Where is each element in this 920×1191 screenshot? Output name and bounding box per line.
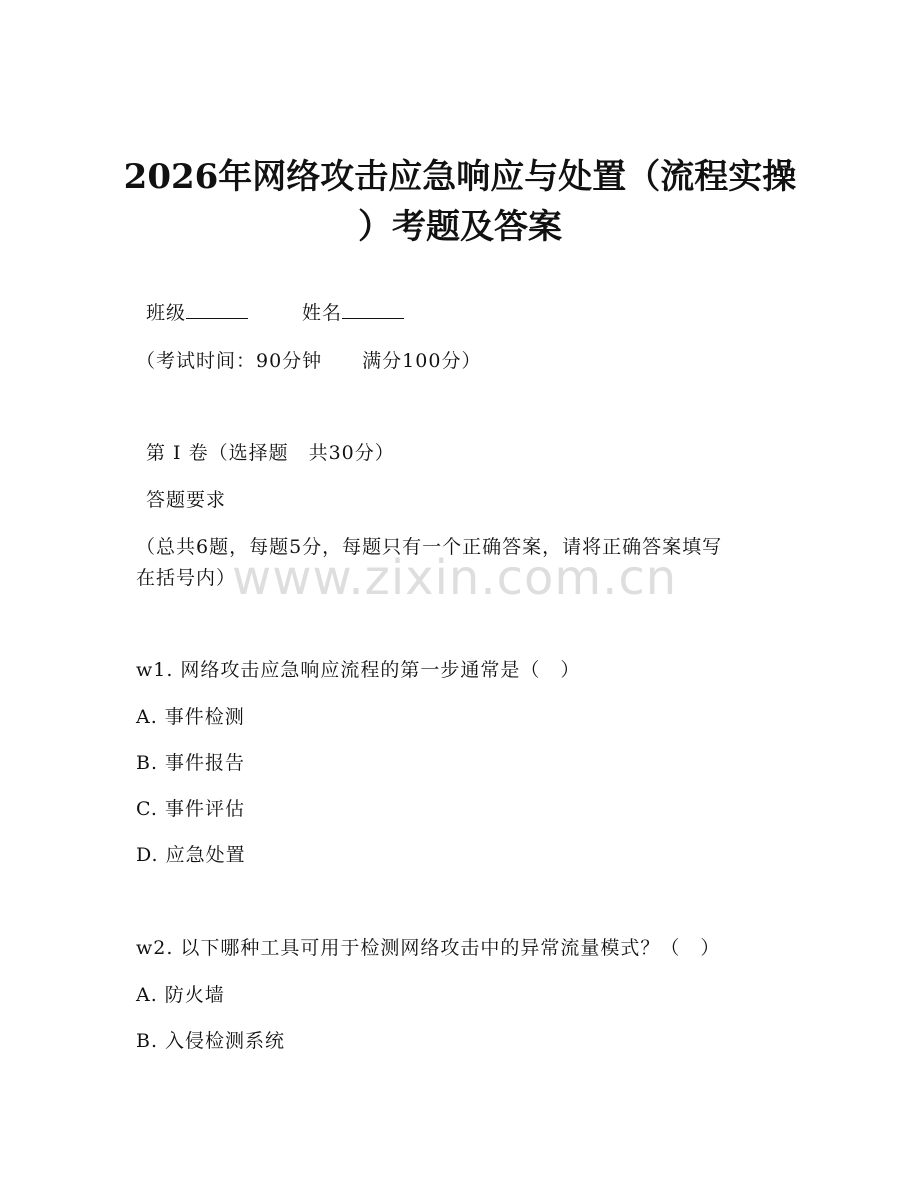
question-option: A. 防火墙	[136, 984, 225, 1006]
question-option: B. 入侵检测系统	[136, 1030, 286, 1052]
header-fields	[146, 300, 404, 326]
question-stem: w2. 以下哪种工具可用于检测网络攻击中的异常流量模式？（ ）	[136, 937, 721, 959]
name-label: 姓名	[302, 302, 343, 324]
question-option: A. 事件检测	[136, 706, 245, 728]
watermark: www.zixin.com.cn	[232, 550, 678, 606]
class-blank	[186, 300, 248, 319]
document-title-line-2: ）考题及答案	[358, 207, 562, 247]
section-heading: 第 I 卷（选择题 共30分）	[146, 442, 395, 464]
name-blank	[342, 300, 404, 319]
question-stem: w1. 网络攻击应急响应流程的第一步通常是（ ）	[136, 659, 581, 681]
question-option: C. 事件评估	[136, 798, 245, 820]
requirements-label: 答题要求	[146, 489, 227, 511]
question-option: D. 应急处置	[136, 844, 246, 866]
instructions-line-1: （总共6题，每题5分，每题只有一个正确答案，请将正确答案填写	[136, 536, 723, 558]
exam-info: （考试时间：90分钟 满分100分）	[136, 350, 482, 372]
instructions-line-2: 在括号内）	[136, 567, 237, 589]
question-option: B. 事件报告	[136, 752, 246, 774]
class-label: 班级	[146, 302, 187, 324]
document-title-line-1: 2026年网络攻击应急响应与处置（流程实操	[123, 157, 797, 197]
